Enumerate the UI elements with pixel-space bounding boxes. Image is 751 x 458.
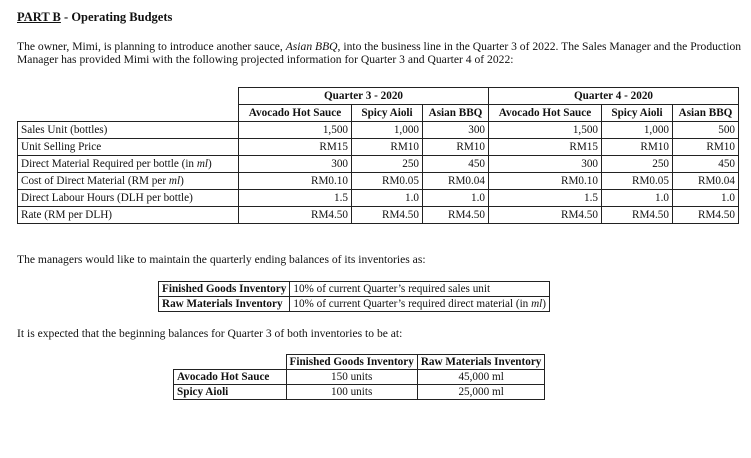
quarter-header-row [18,88,739,105]
table-cell: RM10 [352,139,423,156]
beginning-header-row [174,355,545,370]
policy-value: 10% of current Quarter’s required sales unit [290,282,550,297]
table-row [18,156,739,173]
part-heading [17,10,172,25]
beginning-row [174,385,545,400]
table-cell: RM15 [239,139,352,156]
empty-corner [18,88,239,105]
beginning-row [174,370,545,385]
table-cell: RM10 [423,139,489,156]
table-cell: RM0.10 [489,173,602,190]
beginning-balance-paragraph: It is expected that the beginning balances for Quarter 3 of both inventories to be at: [17,327,403,340]
table-cell: RM0.05 [602,173,673,190]
beginning-balance-table [173,354,545,400]
projection-table [17,87,739,224]
table-cell: 1,000 [352,122,423,139]
col-header: Spicy Aioli [352,105,423,122]
table-cell: 450 [673,156,739,173]
intro-product-name: Asian BBQ [285,40,338,53]
table-cell: 1.0 [673,190,739,207]
row-label: Direct Labour Hours (DLH per bottle) [18,190,239,207]
table-cell: 1,500 [239,122,352,139]
table-cell: 250 [352,156,423,173]
table-cell: RM4.50 [673,207,739,224]
table-cell: RM0.04 [423,173,489,190]
intro-text-end: , into the business line in the Quarter 3 of 2022. The Sales Manager and the Production Manager has provided Mimi with the following projected information for Quarter 3 and Quarter 4 of 2022: [17,40,742,66]
beginning-rm: 25,000 ml [417,385,545,400]
row-label: Sales Unit (bottles) [18,122,239,139]
policy-key: Finished Goods Inventory [159,282,290,297]
quarter4-header: Quarter 4 - 2020 [489,88,739,105]
table-cell: RM0.05 [352,173,423,190]
row-label: Direct Material Required per bottle (in ml) [18,156,239,173]
intro-paragraph [17,40,745,66]
table-cell: 300 [423,122,489,139]
heading-separator: - [60,10,72,24]
table-cell: RM10 [673,139,739,156]
part-title: Operating Budgets [71,10,173,24]
col-header: Asian BBQ [423,105,489,122]
table-row [18,139,739,156]
beginning-fg: 150 units [286,370,417,385]
intro-text-start: The owner, Mimi, is planning to introduce another sauce, [17,40,286,53]
table-cell: 1.0 [602,190,673,207]
col-header: Avocado Hot Sauce [239,105,352,122]
table-cell: 250 [602,156,673,173]
rm-header: Raw Materials Inventory [417,355,545,370]
table-row [18,190,739,207]
table-cell: RM0.10 [239,173,352,190]
row-label: Rate (RM per DLH) [18,207,239,224]
table-cell: 1.0 [423,190,489,207]
table-row [18,207,739,224]
beginning-label: Spicy Aioli [174,385,287,400]
table-cell: 1.0 [352,190,423,207]
table-cell: 450 [423,156,489,173]
table-row [18,173,739,190]
product-header-row [18,105,739,122]
table-cell: 300 [489,156,602,173]
row-label: Cost of Direct Material (RM per ml) [18,173,239,190]
fg-header: Finished Goods Inventory [286,355,417,370]
beginning-rm: 45,000 ml [417,370,545,385]
policy-value: 10% of current Quarter’s required direct material (in ml) [290,297,550,312]
part-label: PART B [17,10,61,24]
col-header: Spicy Aioli [602,105,673,122]
table-cell: 1,500 [489,122,602,139]
ending-balance-paragraph: The managers would like to maintain the quarterly ending balances of its inventories as: [17,253,426,266]
projection-body [18,122,739,224]
col-header: Asian BBQ [673,105,739,122]
policy-row [159,282,550,297]
beginning-label: Avocado Hot Sauce [174,370,287,385]
table-cell: 1.5 [489,190,602,207]
policy-row [159,297,550,312]
table-cell: RM10 [602,139,673,156]
table-cell: RM4.50 [239,207,352,224]
inventory-policy-table [158,281,550,312]
quarter3-header: Quarter 3 - 2020 [239,88,489,105]
table-cell: RM4.50 [489,207,602,224]
table-cell: 1,000 [602,122,673,139]
table-cell: RM4.50 [352,207,423,224]
table-cell: RM0.04 [673,173,739,190]
table-cell: RM4.50 [602,207,673,224]
policy-key: Raw Materials Inventory [159,297,290,312]
table-cell: 300 [239,156,352,173]
empty-corner-3 [174,355,287,370]
col-header: Avocado Hot Sauce [489,105,602,122]
table-cell: RM15 [489,139,602,156]
table-cell: 1.5 [239,190,352,207]
table-cell: 500 [673,122,739,139]
empty-corner-2 [18,105,239,122]
table-row [18,122,739,139]
row-label: Unit Selling Price [18,139,239,156]
table-cell: RM4.50 [423,207,489,224]
beginning-fg: 100 units [286,385,417,400]
